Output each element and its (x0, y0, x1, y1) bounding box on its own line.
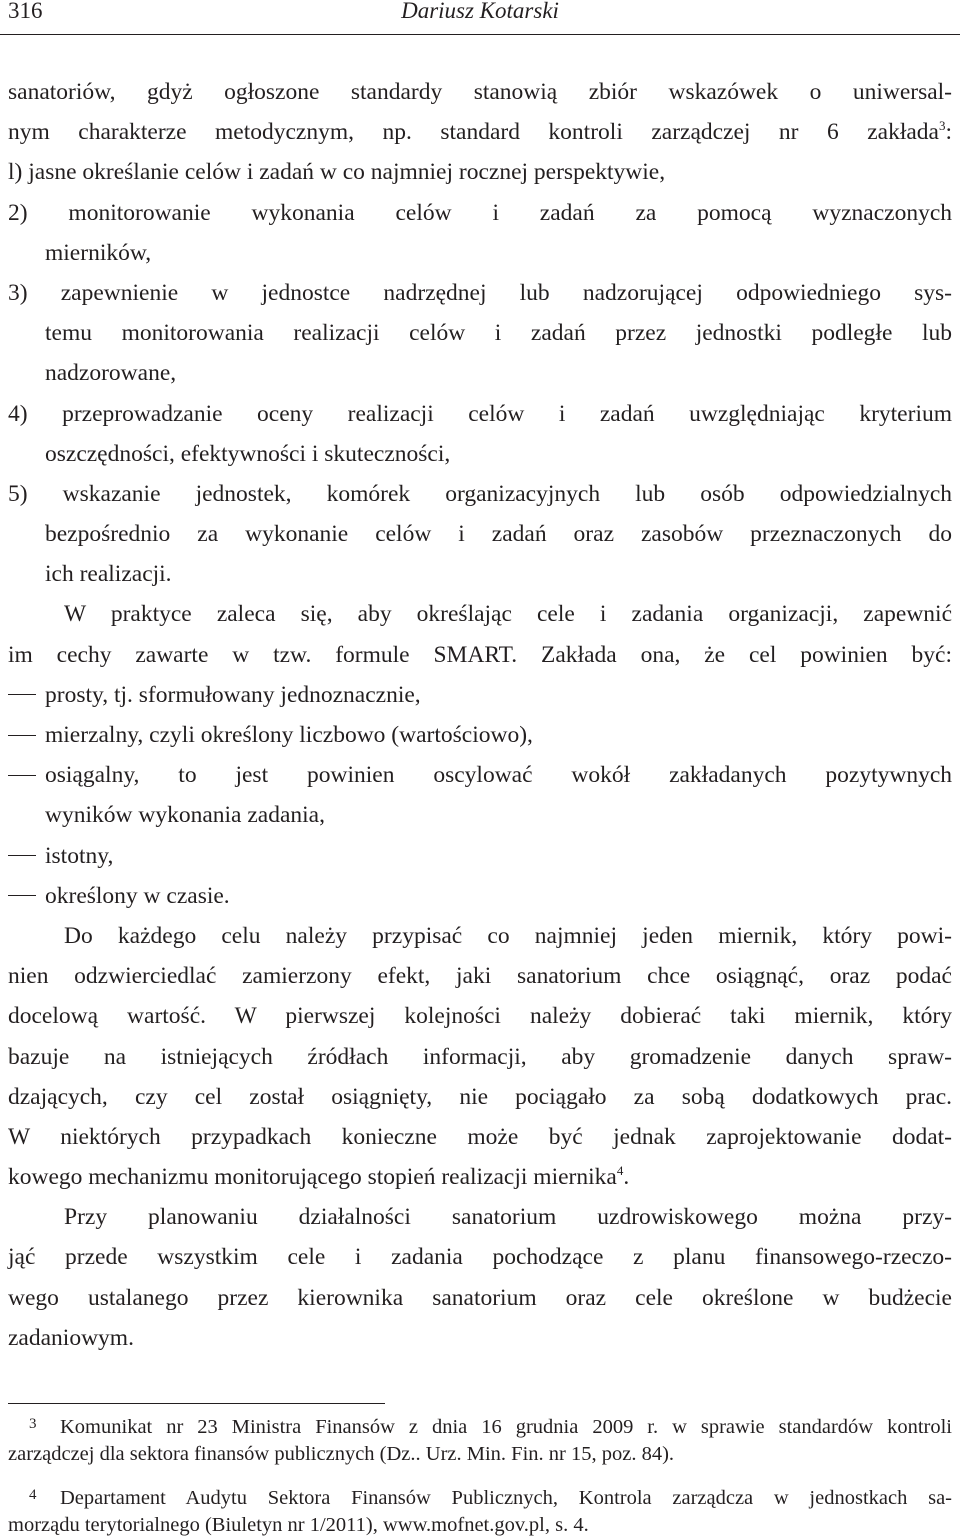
paragraph-line: sanatoriów, gdyż ogłoszone standardy stanowią zbiór wskazówek o uniwersal- (8, 72, 952, 112)
list-item-continuation: oszczędności, efektywności i skuteczności, (8, 434, 952, 474)
paragraph-line: nien odzwierciedlać zamierzony efekt, jaki sanatorium chce osiągnąć, oraz podać (8, 956, 952, 996)
smart-item: istotny, (8, 836, 952, 876)
paragraph-line: im cechy zawarte w tzw. formule SMART. Zakłada ona, że cel powinien być: (8, 635, 952, 675)
footnote-ref-3[interactable]: 3 (939, 118, 946, 133)
list-item: 2) monitorowanie wykonania celów i zadań za pomocą wyznaczonych (8, 193, 952, 233)
footnote-3: 3 Komunikat nr 23 Ministra Finansów z dnia 16 grudnia 2009 r. w sprawie standardów kontroli (8, 1410, 952, 1440)
paragraph-line: W praktyce zaleca się, aby określając cele i zadania organizacji, zapewnić (8, 594, 952, 634)
em-dash-bullet (8, 775, 36, 776)
list-item-continuation: nadzorowane, (8, 353, 952, 393)
page-number: 316 (8, 0, 43, 24)
paragraph-line: W niektórych przypadkach konieczne może być jednak zaprojektowanie dodat- (8, 1117, 952, 1157)
list-item: 3) zapewnienie w jednostce nadrzędnej lub nadzorującej odpowiedniego sys- (8, 273, 952, 313)
em-dash-bullet (8, 895, 36, 896)
footnote-separator (8, 1403, 385, 1404)
paragraph-line: kowego mechanizmu monitorującego stopień realizacji miernika$^4$. (8, 1157, 952, 1197)
smart-item: prosty, tj. sformułowany jednoznacznie, (8, 675, 952, 715)
footnote-3-continuation: zarządczej dla sektora finansów publicznych (Dz.. Urz. Min. Fin. nr 15, poz. 84). (8, 1440, 952, 1470)
smart-item-continuation: wyników wykonania zadania, (8, 795, 952, 835)
paragraph-line: Do każdego celu należy przypisać co najmniej jeden miernik, który powi- (8, 916, 952, 956)
list-item: 5) wskazanie jednostek, komórek organizacyjnych lub osób odpowiedzialnych (8, 474, 952, 514)
list-item-continuation: mierników, (8, 233, 952, 273)
footnote-ref-4[interactable]: 4 (617, 1163, 624, 1178)
list-item: l) jasne określanie celów i zadań w co najmniej rocznej perspektywie, (8, 152, 952, 192)
running-header (0, 0, 960, 35)
body-text (8, 72, 952, 1358)
footnote-4: 4 Departament Audytu Sektora Finansów Publicznych, Kontrola zarządcza w jednostkach sa- (8, 1481, 952, 1511)
smart-item: osiągalny, to jest powinien oscylować wokół zakładanych pozytywnych (8, 755, 952, 795)
paragraph-line: nym charakterze metodycznym, np. standard kontroli zarządczej nr 6 zakłada$^3$: (8, 112, 952, 152)
em-dash-bullet (8, 694, 36, 695)
paragraph-line: dzających, czy cel został osiągnięty, nie pociągało za sobą dodatkowych prac. (8, 1077, 952, 1117)
footnote-number: 4 (8, 1481, 60, 1511)
paragraph-line: zadaniowym. (8, 1318, 952, 1358)
list-item: 4) przeprowadzanie oceny realizacji celów i zadań uwzględniając kryterium (8, 394, 952, 434)
paragraph-line: Przy planowaniu działalności sanatorium uzdrowiskowego można przy- (8, 1197, 952, 1237)
paragraph-line: jąć przede wszystkim cele i zadania pochodzące z planu finansowego-rzeczo- (8, 1237, 952, 1277)
smart-item: mierzalny, czyli określony liczbowo (wartościowo), (8, 715, 952, 755)
footnote-number: 3 (8, 1410, 60, 1440)
paragraph-line: bazuje na istniejących źródłach informacji, aby gromadzenie danych spraw- (8, 1037, 952, 1077)
list-item-continuation: temu monitorowania realizacji celów i zadań przez jednostki podległe lub (8, 313, 952, 353)
em-dash-bullet (8, 855, 36, 856)
em-dash-bullet (8, 735, 36, 736)
smart-item: określony w czasie. (8, 876, 952, 916)
list-item-continuation: bezpośrednio za wykonanie celów i zadań oraz zasobów przeznaczonych do (8, 514, 952, 554)
running-head-author: Dariusz Kotarski (0, 0, 960, 24)
list-item-continuation: ich realizacji. (8, 554, 952, 594)
paragraph-line: docelową wartość. W pierwszej kolejności należy dobierać taki miernik, który (8, 996, 952, 1036)
paragraph-line: wego ustalanego przez kierownika sanatorium oraz cele określone w budżecie (8, 1278, 952, 1318)
footnotes (8, 1410, 952, 1540)
footnote-4-continuation: morządu terytorialnego (Biuletyn nr 1/2011), www.mofnet.gov.pl, s. 4. (8, 1511, 952, 1540)
